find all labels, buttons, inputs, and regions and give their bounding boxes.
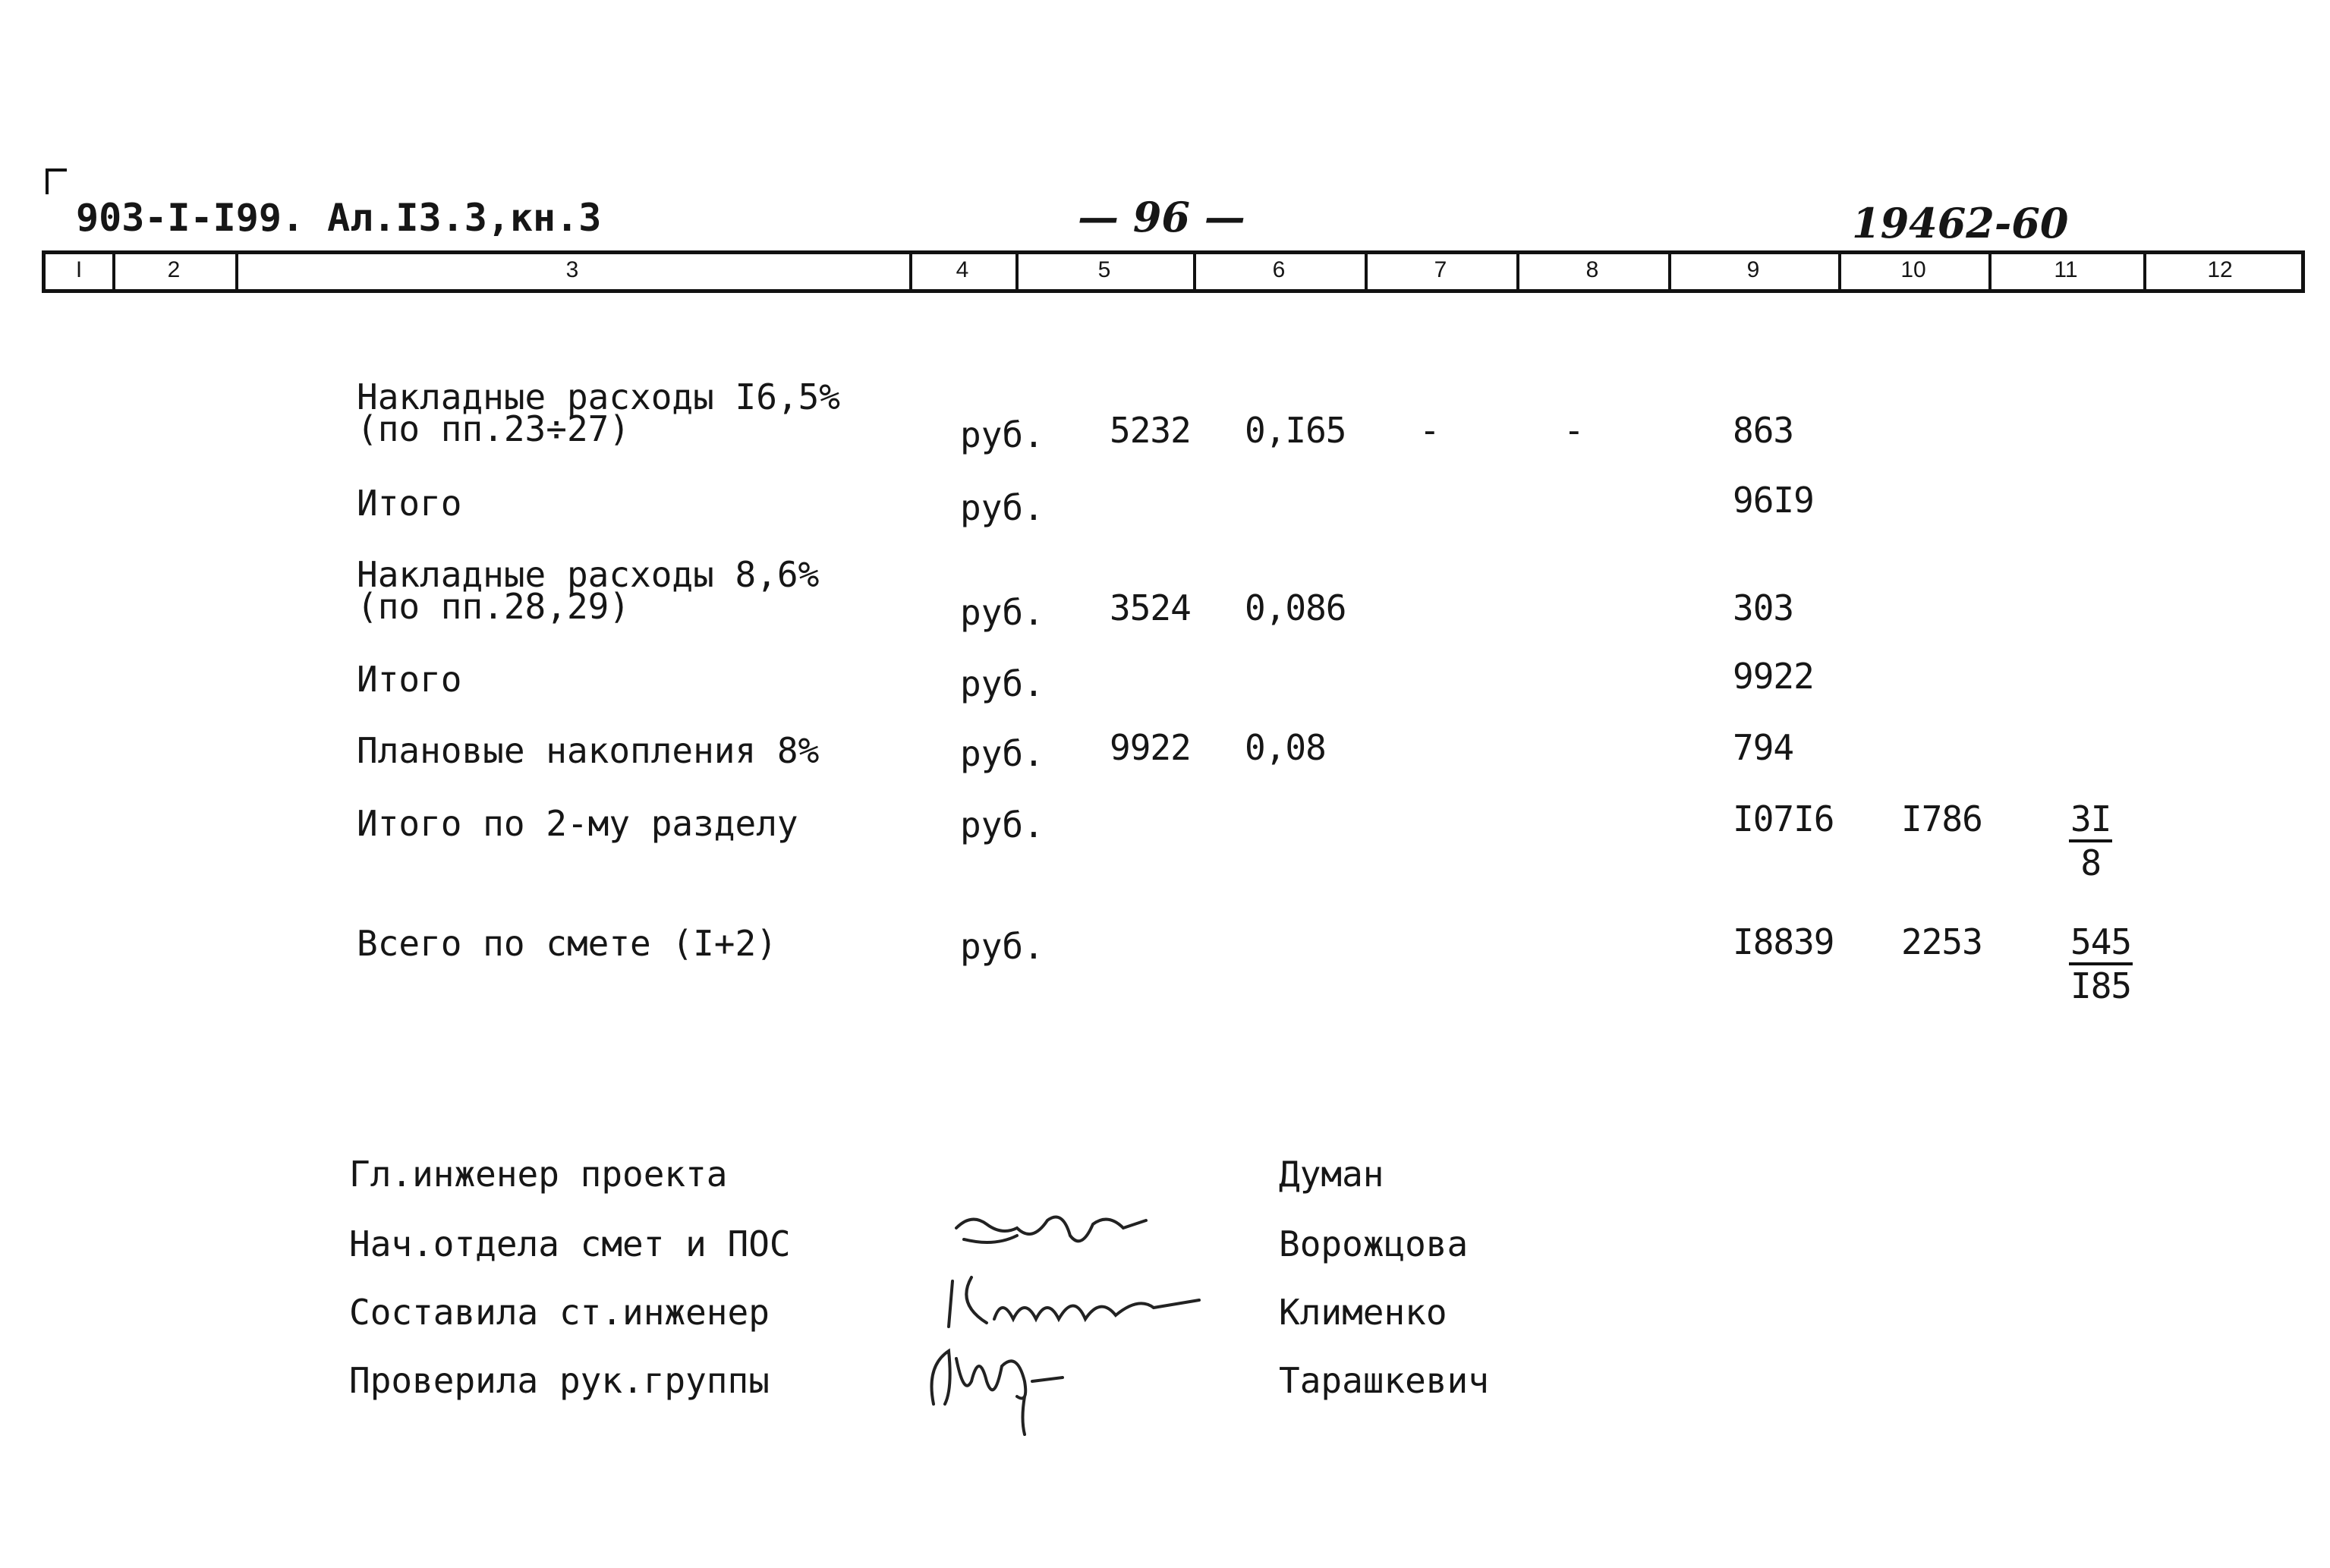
row-name: Накладные расходы 8,6% bbox=[357, 554, 820, 595]
document-code: 903-I-I99. Ал.I3.3,кн.3 bbox=[76, 196, 602, 240]
row-unit: руб. bbox=[960, 733, 1044, 774]
handwritten-signature bbox=[941, 1266, 1230, 1342]
row-unit: руб. bbox=[960, 804, 1044, 845]
column-number-2: 2 bbox=[167, 257, 181, 282]
column-number-strip bbox=[42, 250, 2305, 293]
signature-name: Ворожцова bbox=[1279, 1223, 1469, 1264]
signature-role: Составила ст.инженер bbox=[349, 1292, 770, 1333]
fraction-numerator: 3I bbox=[2069, 798, 2112, 842]
row-rate: 0,08 bbox=[1245, 727, 1326, 768]
column-number-1: I bbox=[75, 257, 83, 282]
row-name: Всего по смете (I+2) bbox=[357, 923, 777, 964]
column-number-7: 7 bbox=[1434, 257, 1447, 282]
row-wages: 2253 bbox=[1901, 921, 1982, 962]
handwritten-signature bbox=[911, 1336, 1093, 1442]
signature-name: Клименко bbox=[1279, 1292, 1447, 1333]
row-col7: - bbox=[1419, 410, 1440, 451]
row-base-amount: 5232 bbox=[1110, 410, 1191, 451]
row-total: 9922 bbox=[1733, 656, 1814, 697]
column-number-10: 10 bbox=[1900, 257, 1926, 282]
row-total: I07I6 bbox=[1733, 798, 1834, 839]
row-total: 863 bbox=[1733, 410, 1794, 451]
fraction-numerator: 545 bbox=[2069, 921, 2133, 965]
row-total: 794 bbox=[1733, 727, 1794, 768]
row-unit: руб. bbox=[960, 663, 1044, 704]
row-name: Плановые накопления 8% bbox=[357, 730, 820, 771]
handwritten-signature bbox=[949, 1205, 1161, 1266]
fraction-denominator: I85 bbox=[2070, 965, 2132, 1006]
corner-mark bbox=[46, 168, 49, 194]
signature-role: Проверила рук.группы bbox=[349, 1360, 770, 1401]
column-number-12: 12 bbox=[2207, 257, 2233, 282]
column-number-6: 6 bbox=[1272, 257, 1286, 282]
row-col8: - bbox=[1563, 410, 1584, 451]
row-subname: (по пп.23÷27) bbox=[357, 408, 631, 449]
signature-name: Думан bbox=[1279, 1154, 1384, 1195]
row-unit: руб. bbox=[960, 414, 1044, 455]
corner-mark-top bbox=[46, 168, 67, 172]
row-subname: (по пп.28,29) bbox=[357, 586, 631, 627]
row-base-amount: 3524 bbox=[1110, 587, 1191, 628]
row-name: Накладные расходы I6,5% bbox=[357, 376, 840, 417]
row-wages: I786 bbox=[1901, 798, 1982, 839]
column-number-8: 8 bbox=[1585, 257, 1599, 282]
column-number-5: 5 bbox=[1097, 257, 1111, 282]
row-unit: руб. bbox=[960, 487, 1044, 528]
row-total: I8839 bbox=[1733, 921, 1834, 962]
signature-name: Тарашкевич bbox=[1279, 1360, 1489, 1401]
signature-role: Гл.инженер проекта bbox=[349, 1154, 728, 1195]
row-name: Итого по 2-му разделу bbox=[357, 803, 798, 844]
fraction-denominator: 8 bbox=[2080, 842, 2102, 883]
page-number: — 96 — bbox=[1078, 193, 1245, 241]
row-name: Итого bbox=[357, 659, 462, 700]
column-number-4: 4 bbox=[956, 257, 969, 282]
signature-role: Нач.отдела смет и ПОС bbox=[349, 1223, 791, 1264]
column-number-11: 11 bbox=[2054, 257, 2078, 282]
row-rate: 0,086 bbox=[1245, 587, 1346, 628]
row-total: 96I9 bbox=[1733, 480, 1814, 521]
row-unit: руб. bbox=[960, 926, 1044, 967]
row-base-amount: 9922 bbox=[1110, 727, 1191, 768]
row-total: 303 bbox=[1733, 587, 1794, 628]
column-number-3: 3 bbox=[565, 257, 579, 282]
row-fraction bbox=[2069, 798, 2112, 883]
row-rate: 0,I65 bbox=[1245, 410, 1346, 451]
column-number-9: 9 bbox=[1746, 257, 1760, 282]
row-fraction bbox=[2069, 921, 2133, 1006]
row-unit: руб. bbox=[960, 592, 1044, 633]
row-name: Итого bbox=[357, 483, 462, 524]
inventory-number: 19462-60 bbox=[1852, 199, 2069, 247]
